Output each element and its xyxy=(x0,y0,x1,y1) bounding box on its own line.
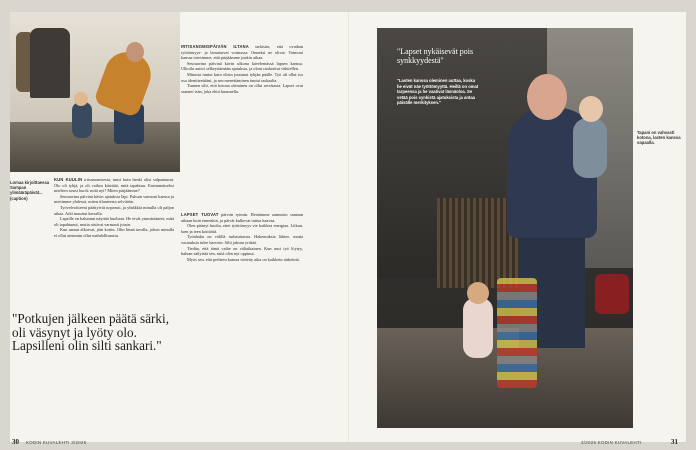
article-column-b xyxy=(181,44,303,94)
paragraph: Seuraavina päivinä kävin ajatuksia läpi. Puhuin vaimoni kanssa ja mietimme yhdessä, miten tilanteesta selvitään. xyxy=(54,193,174,205)
photo-father-with-children xyxy=(377,28,633,428)
paragraph: KUN KUULIN irtisanomisesta, tunsi kuin henki olisi salpautunut. Olo oli tyhjä, ja oli vaikea käsittää, mitä tapahtuu. Ensimmäiseksi mieleen nousi huoli: mitä nyt? Miten pärjäämme? xyxy=(54,177,174,194)
paragraph: IRTISANOMISPÄIVÄN ILTANA tarkistin, että ovathan työttömyys- ja lainaturvat voimassa. Onneksi ne olivat. Vaimoni kanssa totesimme, että pärjäämme jonkin aikaa. xyxy=(181,44,303,61)
page-footer: 3/2026 KODIN KUVALEHTI xyxy=(581,440,642,445)
paragraph: LAPSET TUOVAT päiviin rytmin. Heräämme aamuisin samaan aikaan kuin ennenkin, ja päivät kulkevat tuttua kaavaa. xyxy=(181,212,303,223)
lead-in: KUN KUULIN xyxy=(54,177,83,182)
page-number: 30 xyxy=(12,438,19,446)
pull-quote: "Potkujen jälkeen päätä särki, oli väsynyt ja lyöty olo. Lapsilleni olin silti sankari." xyxy=(12,311,169,354)
photo-man-with-child-at-door xyxy=(10,12,180,172)
photo-quote-body: "Lasten kanssa oleminen auttaa, koska he eivät näe työttömyyttä. Heillä on omat tarpeensa ja he vaativat läsnäoloa. Se vetää pois synkistä ajatuksista ja antaa päivälle merkityksen." xyxy=(397,78,479,106)
paragraph: Työvelvoitteeni päättyivät nopeasti, ja yhtäkkiä minulla oli paljon aikaa. Arki muuttui kerralla. xyxy=(54,204,174,216)
paragraph: Olen pitänyt huolta, ettei työttömyys vie kaikkea energiaa. Liikun, luen ja teen kotitöitä. xyxy=(181,223,303,234)
paragraph: Työnhaku on välillä turhauttavaa. Hakemuksia lähtee, mutta vastauksia tulee harvoin. Silti jaksan yrittää. xyxy=(181,234,303,245)
left-page xyxy=(10,12,348,446)
paragraph: Seuraavina päivinä kävin ulkona kävelemässä lapsen kanssa. Ulkoilu auttoi selkeyttämään ajatuksia, ja oloni rauhoittui vähitellen. xyxy=(181,60,303,72)
lead-in: LAPSET TUOVAT xyxy=(181,212,219,217)
photo-quote-title: "Lapset nykäisevät pois synkkyydestä" xyxy=(397,47,474,65)
lead-in: IRTISANOMISPÄIVÄN ILTANA xyxy=(181,44,249,49)
paragraph: Myös sen, että perheen kanssa vietetty aika on kaikkein tärkeintä. xyxy=(187,256,300,262)
page-footer: KODIN KUVALEHTI 3/2026 xyxy=(26,440,87,445)
right-page xyxy=(349,12,686,446)
article-column-c xyxy=(181,212,303,262)
article-column-a xyxy=(54,177,174,239)
paragraph: Kun aamut alkoivat, jäin kotiin. Olin läsnä tavalla, johon minulla ei ollut aiemmin ollut mahdollisuutta. xyxy=(54,227,174,238)
photo-caption: Lomaa kirjoittaessa Sampan ylimääräpäivät... (caption) xyxy=(10,180,50,201)
paragraph: Minusta tuntui kuin olisin joutunut tyhjän päälle. Työ oli ollut iso osa identiteettiäni, ja sen menettäminen tuntui raskaalta. xyxy=(181,71,303,83)
photo-caption: Tapani on vahvasti kotona, lasten kanssa vapaalla. xyxy=(637,130,681,146)
paragraph: Lapsille en halunnut näyttää huoltani. He eivät ymmärtäneet, mitä oli tapahtunut, mutta aistivat varmasti jotain. xyxy=(54,216,174,227)
paragraph: Tunnen silti, että kotona oleminen on ollut arvokasta. Lapset ovat saaneet isän, joka ehtii kuunnella. xyxy=(181,83,303,94)
page-number: 31 xyxy=(671,438,678,446)
paragraph: Tiedän, että tämä vaihe on väliaikainen. Kun uusi työ löytyy, haluan säilyttää sen, mitä olen nyt oppinut. xyxy=(181,245,303,257)
